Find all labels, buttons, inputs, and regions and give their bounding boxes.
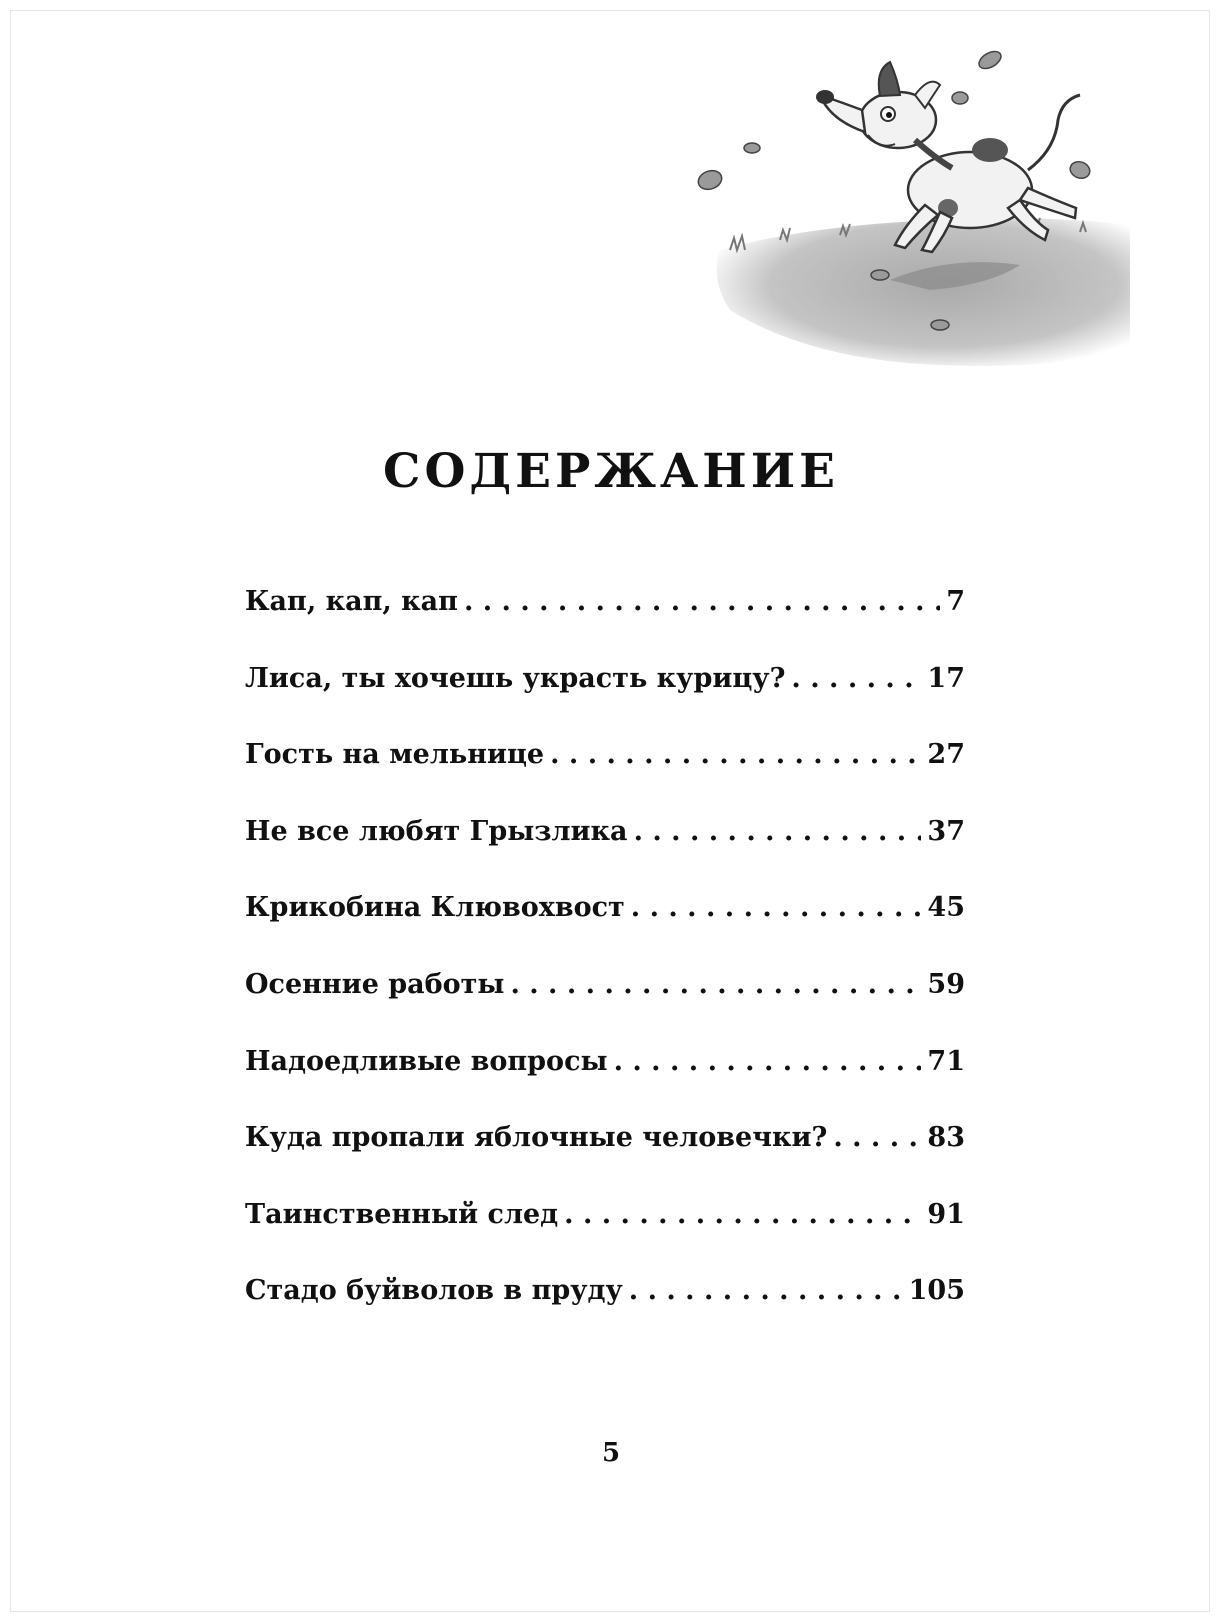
page-number: 5	[601, 1438, 621, 1468]
toc-dot-leader	[629, 1269, 903, 1313]
toc-entry[interactable]	[245, 1116, 965, 1193]
toc-entry-page: 7	[946, 586, 965, 617]
dog-running-icon	[690, 40, 1130, 380]
toc-entry-title: Кап, кап, кап	[245, 586, 458, 617]
toc-dot-leader	[631, 886, 922, 930]
toc-entry-title: Стадо буйволов в пруду	[245, 1275, 623, 1307]
toc-entry-page: 91	[927, 1198, 965, 1230]
toc-entry-page: 27	[927, 739, 965, 771]
toc-entry[interactable]	[245, 1269, 965, 1346]
toc-entry-page: 17	[927, 662, 965, 694]
toc-entry-page: 83	[927, 1122, 965, 1154]
toc-dot-leader	[550, 733, 921, 777]
toc-entry[interactable]	[245, 1040, 965, 1117]
toc-dot-leader	[833, 1116, 921, 1160]
toc-entry-title: Осенние работы	[245, 968, 505, 1000]
toc-entry[interactable]	[245, 963, 965, 1040]
toc-entry[interactable]	[245, 657, 965, 734]
toc-entry-page: 59	[927, 968, 965, 1000]
toc-dot-leader	[564, 1193, 921, 1237]
page-title: СОДЕРЖАНИЕ	[383, 444, 839, 499]
toc-entry-title: Крикобина Клювохвост	[245, 892, 625, 924]
table-of-contents	[245, 580, 965, 1346]
toc-entry[interactable]	[245, 1193, 965, 1270]
toc-entry[interactable]	[245, 810, 965, 887]
toc-entry-page: 105	[908, 1275, 965, 1307]
toc-entry-title: Гость на мельнице	[245, 739, 545, 771]
toc-entry-page: 37	[927, 815, 965, 847]
toc-entry[interactable]	[245, 733, 965, 810]
toc-dot-leader	[791, 657, 921, 701]
toc-entry[interactable]	[245, 580, 965, 657]
toc-entry[interactable]	[245, 886, 965, 963]
toc-entry-page: 71	[927, 1045, 965, 1077]
toc-entry-title: Надоедливые вопросы	[245, 1045, 608, 1077]
toc-entry-title: Лиса, ты хочешь украсть курицу?	[245, 662, 786, 694]
toc-entry-page: 45	[927, 892, 965, 924]
toc-entry-title: Не все любят Грызлика	[245, 815, 628, 847]
toc-dot-leader	[634, 810, 922, 854]
toc-entry-title: Куда пропали яблочные человечки?	[245, 1122, 828, 1154]
toc-dot-leader	[614, 1040, 922, 1084]
toc-entry-title: Таинственный след	[245, 1198, 559, 1230]
toc-dot-leader	[464, 580, 940, 624]
toc-dot-leader	[510, 963, 921, 1007]
